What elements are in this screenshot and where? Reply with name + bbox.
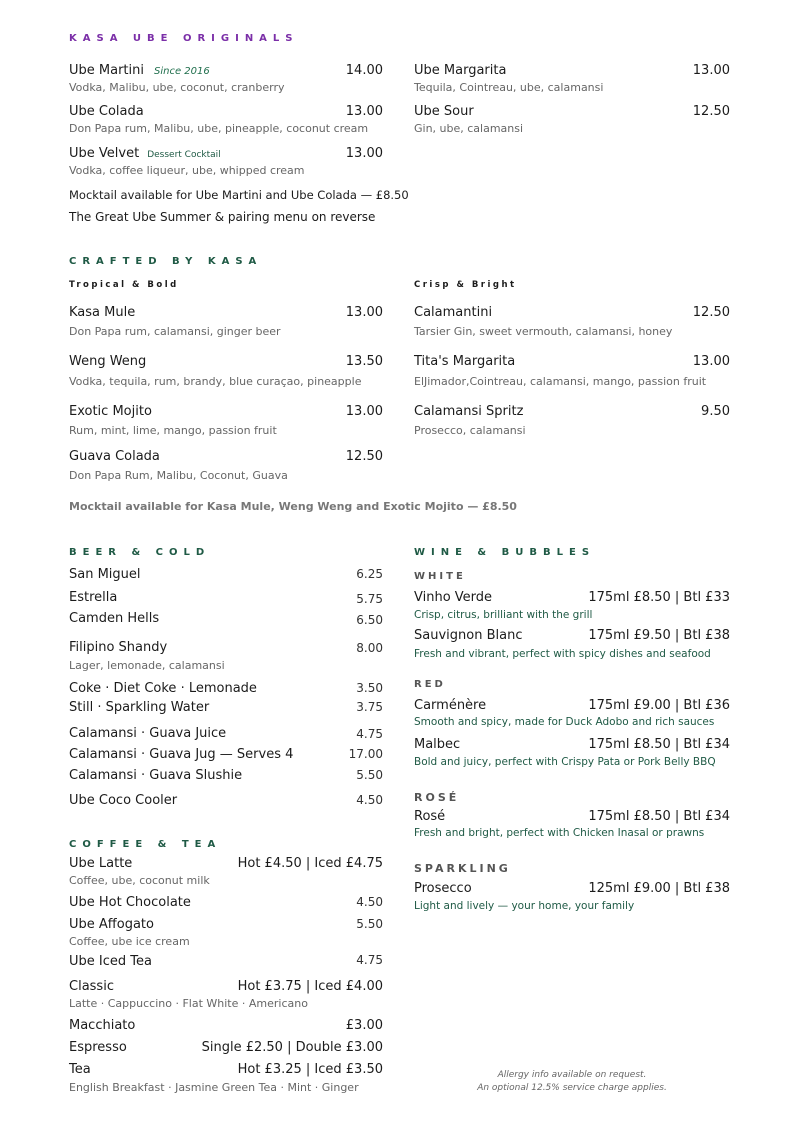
item-price: Hot £3.25 | Iced £3.50 [237, 1062, 383, 1077]
menu-item-carmenere: Carménère [414, 698, 487, 713]
item-price: 12.50 [345, 449, 383, 464]
menu-item-tea: Tea [69, 1062, 91, 1077]
menu-item-rose: Rosé [414, 809, 446, 824]
menu-item-classic: Classic [69, 979, 114, 994]
item-desc: Vodka, coffee liqueur, ube, whipped cream [69, 164, 305, 177]
item-price: 14.00 [345, 63, 383, 78]
item-desc: Prosecco, calamansi [414, 424, 526, 437]
item-price: 12.50 [692, 305, 730, 320]
item-price: 13.00 [345, 146, 383, 161]
menu-item-ube-velvet [69, 146, 221, 161]
reverse-menu-note: The Great Ube Summer & pairing menu on reverse [69, 210, 376, 224]
allergy-note: Allergy info available on request. [497, 1070, 647, 1080]
item-desc: Coffee, ube, coconut milk [69, 874, 210, 887]
menu-item-san-miguel: San Miguel [69, 567, 141, 582]
item-desc: English Breakfast · Jasmine Green Tea · Mint · Ginger [69, 1081, 359, 1094]
item-price: 3.75 [356, 700, 383, 714]
menu-item-macchiato: Macchiato [69, 1018, 136, 1033]
menu-item-sauvignon-blanc: Sauvignon Blanc [414, 628, 523, 643]
item-desc: ElJimador,Cointreau, calamansi, mango, passion fruit [414, 375, 707, 388]
item-desc: Bold and juicy, perfect with Crispy Pata or Pork Belly BBQ [414, 756, 716, 768]
item-price: 175ml £8.50 | Btl £34 [588, 737, 730, 752]
section-heading-originals: KASA UBE ORIGINALS [69, 33, 299, 44]
item-price: 5.50 [356, 917, 383, 931]
menu-item-filipino-shandy: Filipino Shandy [69, 640, 168, 655]
item-price: 9.50 [701, 404, 730, 419]
menu-item-espresso: Espresso [69, 1040, 127, 1055]
item-desc: Crisp, citrus, brilliant with the grill [414, 609, 593, 621]
menu-item-ube-latte: Ube Latte [69, 856, 133, 871]
section-heading-wine: WINE & BUBBLES [414, 547, 596, 558]
item-price: 175ml £9.50 | Btl £38 [588, 628, 730, 643]
item-desc: Don Papa rum, Malibu, ube, pineapple, coconut cream [69, 122, 369, 135]
item-desc: Tequila, Cointreau, ube, calamansi [414, 81, 604, 94]
item-price: 17.00 [348, 747, 383, 761]
menu-item-malbec: Malbec [414, 737, 461, 752]
item-desc: Vodka, Malibu, ube, coconut, cranberry [69, 81, 285, 94]
item-price: 13.00 [692, 63, 730, 78]
item-price: 4.75 [356, 953, 383, 967]
menu-item-kasa-mule: Kasa Mule [69, 305, 136, 320]
item-price: 13.00 [692, 354, 730, 369]
item-price: Hot £4.50 | Iced £4.75 [237, 856, 383, 871]
item-desc: Lager, lemonade, calamansi [69, 659, 225, 672]
menu-item-ube-sour: Ube Sour [414, 104, 474, 119]
menu-item-jug: Calamansi · Guava Jug — Serves 4 [69, 747, 294, 762]
wine-group-sparkling: SPARKLING [414, 862, 511, 875]
item-price: 3.50 [356, 681, 383, 695]
item-desc: Gin, ube, calamansi [414, 122, 524, 135]
subheading-tropical: Tropical & Bold [69, 280, 179, 290]
menu-item-estrella: Estrella [69, 590, 118, 605]
menu-item-ube-coco-cooler: Ube Coco Cooler [69, 793, 178, 808]
menu-item-ube-colada: Ube Colada [69, 104, 144, 119]
menu-item-ube-hot-chocolate: Ube Hot Chocolate [69, 895, 191, 910]
item-desc: Latte · Cappuccino · Flat White · Americano [69, 997, 308, 1010]
item-price: Single £2.50 | Double £3.00 [201, 1040, 383, 1055]
menu-item-guava-colada: Guava Colada [69, 449, 160, 464]
item-price: 5.75 [356, 592, 383, 606]
mocktail-note: Mocktail available for Kasa Mule, Weng Weng and Exotic Mojito — £8.50 [69, 500, 517, 513]
menu-item-slushie: Calamansi · Guava Slushie [69, 768, 243, 783]
item-desc: Rum, mint, lime, mango, passion fruit [69, 424, 277, 437]
item-price: 175ml £9.00 | Btl £36 [588, 698, 730, 713]
wine-group-rose: ROSÉ [414, 791, 460, 804]
mocktail-note: Mocktail available for Ube Martini and Ube Colada — £8.50 [69, 188, 409, 202]
menu-item-exotic-mojito: Exotic Mojito [69, 404, 152, 419]
item-desc: Vodka, tequila, rum, brandy, blue curaçao, pineapple [69, 375, 362, 388]
item-desc: Fresh and bright, perfect with Chicken Inasal or prawns [414, 827, 705, 839]
item-price: 175ml £8.50 | Btl £33 [588, 590, 730, 605]
menu-item-ube-iced-tea: Ube Iced Tea [69, 954, 152, 969]
item-price: 175ml £8.50 | Btl £34 [588, 809, 730, 824]
menu-item-vinho-verde: Vinho Verde [414, 590, 493, 605]
item-desc: Don Papa rum, calamansi, ginger beer [69, 325, 281, 338]
item-price: 13.50 [345, 354, 383, 369]
item-price: 5.50 [356, 768, 383, 782]
item-desc: Coffee, ube ice cream [69, 935, 190, 948]
item-price: 4.50 [356, 895, 383, 909]
item-price: 13.00 [345, 404, 383, 419]
item-price: 125ml £9.00 | Btl £38 [588, 881, 730, 896]
menu-item-camden-hells: Camden Hells [69, 611, 160, 626]
item-tag: Dessert Cocktail [147, 150, 221, 160]
item-price: 6.50 [356, 613, 383, 627]
menu-item-ube-affogato: Ube Affogato [69, 917, 154, 932]
menu-item-calamansi-spritz: Calamansi Spritz [414, 404, 524, 419]
item-price: 13.00 [345, 104, 383, 119]
item-tag: Since 2016 [154, 66, 210, 77]
item-name: Ube Velvet [69, 146, 140, 161]
item-desc: Tarsier Gin, sweet vermouth, calamansi, honey [414, 325, 673, 338]
menu-item-calamantini: Calamantini [414, 305, 493, 320]
section-heading-beer: BEER & COLD [69, 547, 211, 558]
item-desc: Fresh and vibrant, perfect with spicy dishes and seafood [414, 648, 711, 660]
item-desc: Smooth and spicy, made for Duck Adobo and rich sauces [414, 716, 715, 728]
wine-group-white: WHITE [414, 571, 466, 582]
section-heading-crafted: CRAFTED BY KASA [69, 256, 263, 267]
subheading-crisp: Crisp & Bright [414, 280, 517, 290]
menu-item-prosecco: Prosecco [414, 881, 472, 896]
item-price: Hot £3.75 | Iced £4.00 [237, 979, 383, 994]
section-heading-coffee: COFFEE & TEA [69, 839, 222, 850]
menu-item-soft-drinks: Coke · Diet Coke · Lemonade [69, 681, 257, 696]
menu-item-water: Still · Sparkling Water [69, 700, 210, 715]
item-price: £3.00 [345, 1018, 383, 1033]
item-desc: Light and lively — your home, your family [414, 900, 635, 912]
item-price: 13.00 [345, 305, 383, 320]
item-price: 8.00 [356, 641, 383, 655]
item-price: 4.50 [356, 793, 383, 807]
wine-group-red: RED [414, 679, 446, 690]
menu-item-weng-weng: Weng Weng [69, 354, 147, 369]
item-price: 6.25 [356, 567, 383, 581]
item-price: 4.75 [356, 727, 383, 741]
item-name: Ube Martini [69, 63, 144, 78]
service-charge-note: An optional 12.5% service charge applies. [477, 1083, 667, 1093]
item-desc: Don Papa Rum, Malibu, Coconut, Guava [69, 469, 288, 482]
menu-item-ube-martini [69, 63, 210, 78]
item-price: 12.50 [692, 104, 730, 119]
menu-item-titas-margarita: Tita's Margarita [414, 354, 516, 369]
menu-item-juice: Calamansi · Guava Juice [69, 726, 227, 741]
menu-item-ube-margarita: Ube Margarita [414, 63, 507, 78]
